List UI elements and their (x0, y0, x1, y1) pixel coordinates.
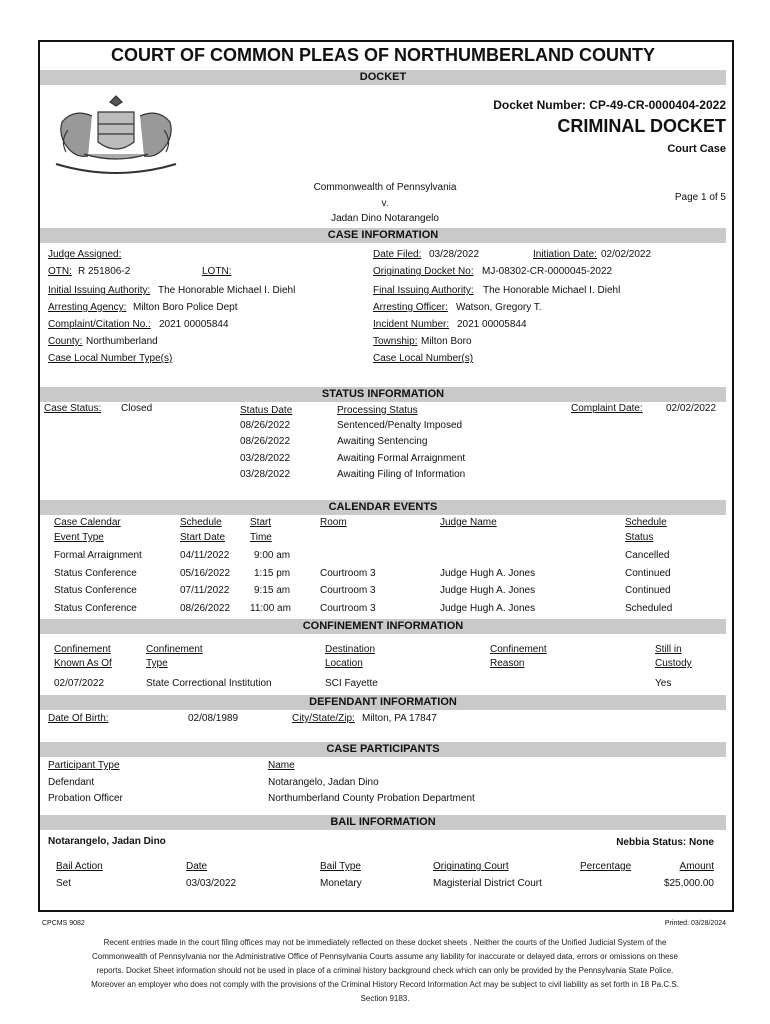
conf-destination-header: Destination (325, 644, 376, 655)
arresting-agency-value: Milton Boro Police Dept (133, 302, 238, 313)
cal-room: Courtroom 3 (320, 603, 376, 614)
cal-judge: Judge Hugh A. Jones (440, 585, 536, 596)
incident-number-label: Incident Number: (373, 319, 450, 330)
complaint-date-value: 02/02/2022 (666, 403, 717, 414)
party-versus: v. (381, 198, 389, 209)
cal-type-header: Case Calendar (54, 517, 121, 528)
cal-date: 07/11/2022 (180, 585, 230, 596)
status-row-date: 08/26/2022 (240, 436, 291, 447)
bail-percentage-header: Percentage (580, 861, 632, 872)
bail-date-header: Date (186, 861, 208, 872)
final-authority-label: Final Issuing Authority: (373, 285, 474, 296)
cal-judge: Judge Hugh A. Jones (440, 603, 536, 614)
nebbia-status: Nebbia Status: None (616, 837, 714, 848)
cal-date: 04/11/2022 (180, 550, 230, 561)
defendant-bar: DEFENDANT INFORMATION (40, 695, 726, 710)
cal-status-header: Status (625, 532, 654, 543)
confinement-bar: CONFINEMENT INFORMATION (40, 619, 726, 634)
cal-time: 9:00 am (254, 550, 291, 561)
docket-number: Docket Number: CP-49-CR-0000404-2022 (493, 98, 726, 112)
bail-date: 03/03/2022 (186, 878, 237, 889)
city-state-zip-label: City/State/Zip: (292, 713, 355, 724)
printed-date: Printed: 03/28/2024 (664, 920, 726, 927)
bail-amount-header: Amount (679, 861, 714, 872)
county-value: Northumberland (86, 336, 158, 347)
conf-known-header: Confinement (54, 644, 111, 655)
township-value: Milton Boro (421, 336, 472, 347)
participant-name: Notarangelo, Jadan Dino (268, 777, 379, 788)
bail-action-header: Bail Action (56, 861, 103, 872)
status-date-header: Status Date (240, 405, 293, 416)
conf-custody-header: Custody (655, 658, 692, 669)
court-case-label: Court Case (667, 143, 726, 155)
dob-value: 02/08/1989 (188, 713, 239, 724)
bail-defendant-name: Notarangelo, Jadan Dino (48, 836, 166, 847)
cal-room: Courtroom 3 (320, 585, 376, 596)
cal-judge-header: Judge Name (440, 517, 497, 528)
arresting-officer-label: Arresting Officer: (373, 302, 448, 313)
case-status-value: Closed (121, 403, 153, 414)
dob-label: Date Of Birth: (48, 713, 109, 724)
status-row-status: Sentenced/Penalty Imposed (337, 420, 463, 431)
participant-name-header: Name (268, 760, 295, 771)
city-state-zip-value: Milton, PA 17847 (362, 713, 437, 724)
lotn-label: LOTN: (202, 266, 232, 277)
cal-room: Courtroom 3 (320, 568, 376, 579)
disclaimer: Recent entries made in the court filing offices may not be immediately reflected on these docket sheets . Neither the courts of the Unified Judicial System of the Commonwealth of Pennsylvania nor the Administrative Office of Pennsylvania Courts assume any liability for inaccurate or delayed data, errors or omissions on these reports. Docket Sheet information should not be used in place of a criminal history background check which can only be provided by the Pennsylvania State Police. Moreover an employer who does not comply with the provisions of the Criminal History Record Information Act may be subject to civil liability as set forth in 18 Pa.C.S. Section 9183. (91, 938, 679, 1003)
cal-room-header: Room (320, 517, 347, 528)
bail-court-header: Originating Court (433, 861, 509, 872)
status-row-status: Awaiting Filing of Information (337, 469, 466, 480)
bail-type-header: Bail Type (320, 861, 361, 872)
status-row-status: Awaiting Sentencing (337, 436, 428, 447)
bail-amount: $25,000.00 (663, 878, 714, 889)
docket-bar: DOCKET (40, 70, 726, 85)
cal-type: Status Conference (54, 585, 137, 596)
case-local-type-label: Case Local Number Type(s) (48, 353, 173, 364)
participant-name: Northumberland County Probation Department (268, 793, 475, 804)
form-number: CPCMS 9082 (42, 920, 85, 927)
conf-reason-header: Confinement (490, 644, 547, 655)
cal-type: Status Conference (54, 568, 137, 579)
cal-status: Continued (625, 568, 671, 579)
conf-type-header: Confinement (146, 644, 203, 655)
conf-destination-header: Location (325, 658, 363, 669)
cal-time-header: Start (250, 517, 272, 528)
date-filed-label: Date Filed: (373, 249, 422, 260)
cal-status: Cancelled (625, 550, 670, 561)
cal-status-header: Schedule (625, 517, 667, 528)
cal-status: Scheduled (625, 603, 673, 614)
cal-type: Status Conference (54, 603, 137, 614)
status-row-date: 03/28/2022 (240, 469, 291, 480)
participant-type: Probation Officer (48, 793, 123, 804)
calendar-bar: CALENDAR EVENTS (40, 500, 726, 515)
participants-bar: CASE PARTICIPANTS (40, 742, 726, 757)
originating-docket-value: MJ-08302-CR-0000045-2022 (482, 266, 613, 277)
participant-type: Defendant (48, 777, 95, 788)
cal-type: Formal Arraignment (54, 550, 142, 561)
status-row-date: 08/26/2022 (240, 420, 291, 431)
conf-custody-header: Still in (655, 644, 682, 655)
final-authority-value: The Honorable Michael I. Diehl (483, 285, 621, 296)
status-info-bar: STATUS INFORMATION (40, 387, 726, 402)
page-indicator: Page 1 of 5 (674, 192, 726, 203)
status-row-date: 03/28/2022 (240, 453, 291, 464)
participant-type-header: Participant Type (48, 760, 120, 771)
status-row-status: Awaiting Formal Arraignment (337, 453, 466, 464)
pennsylvania-seal-icon (48, 90, 184, 180)
otn-value: R 251806-2 (78, 266, 131, 277)
initiation-date-value: 02/02/2022 (601, 249, 652, 260)
initiation-date-label: Initiation Date: (533, 249, 597, 260)
arresting-agency-label: Arresting Agency: (48, 302, 127, 313)
incident-number-value: 2021 00005844 (457, 319, 527, 330)
cal-date: 05/16/2022 (180, 568, 231, 579)
initial-authority-label: Initial Issuing Authority: (48, 285, 151, 296)
cal-time: 1:15 pm (254, 568, 291, 579)
conf-type-header: Type (146, 658, 168, 669)
conf-date: 02/07/2022 (54, 678, 105, 689)
bail-court: Magisterial District Court (433, 878, 542, 889)
township-label: Township: (373, 336, 418, 347)
cal-judge: Judge Hugh A. Jones (440, 568, 536, 579)
cal-time-header: Time (250, 532, 272, 543)
conf-location: SCI Fayette (325, 678, 378, 689)
cal-time: 11:00 am (250, 603, 291, 614)
conf-custody: Yes (655, 678, 672, 689)
bail-type: Monetary (320, 878, 362, 889)
initial-authority-value: The Honorable Michael I. Diehl (158, 285, 296, 296)
court-title: COURT OF COMMON PLEAS OF NORTHUMBERLAND COUNTY (111, 45, 655, 65)
conf-reason-header: Reason (490, 658, 525, 669)
bail-bar: BAIL INFORMATION (40, 815, 726, 830)
complaint-date-label: Complaint Date: (571, 403, 643, 414)
party-defendant: Jadan Dino Notarangelo (331, 213, 439, 224)
county-label: County: (48, 336, 83, 347)
case-status-label: Case Status: (44, 403, 102, 414)
cal-date-header: Schedule (180, 517, 222, 528)
case-info-bar: CASE INFORMATION (40, 228, 726, 243)
case-local-number-label: Case Local Number(s) (373, 353, 474, 364)
cal-time: 9:15 am (254, 585, 291, 596)
conf-type: State Correctional Institution (146, 678, 272, 689)
cal-status: Continued (625, 585, 671, 596)
bail-action: Set (56, 878, 72, 889)
complaint-number-label: Complaint/Citation No.: (48, 319, 151, 330)
arresting-officer-value: Watson, Gregory T. (456, 302, 542, 313)
cal-type-header: Event Type (54, 532, 104, 543)
originating-docket-label: Originating Docket No: (373, 266, 474, 277)
otn-label: OTN: (48, 266, 72, 277)
processing-status-header: Processing Status (337, 405, 418, 416)
party-plaintiff: Commonwealth of Pennsylvania (313, 182, 457, 193)
complaint-number-value: 2021 00005844 (159, 319, 229, 330)
judge-assigned-label: Judge Assigned: (48, 249, 122, 260)
criminal-docket-heading: CRIMINAL DOCKET (557, 116, 726, 136)
conf-known-header: Known As Of (54, 658, 112, 669)
cal-date-header: Start Date (180, 532, 226, 543)
cal-date: 08/26/2022 (180, 603, 231, 614)
date-filed-value: 03/28/2022 (429, 249, 480, 260)
